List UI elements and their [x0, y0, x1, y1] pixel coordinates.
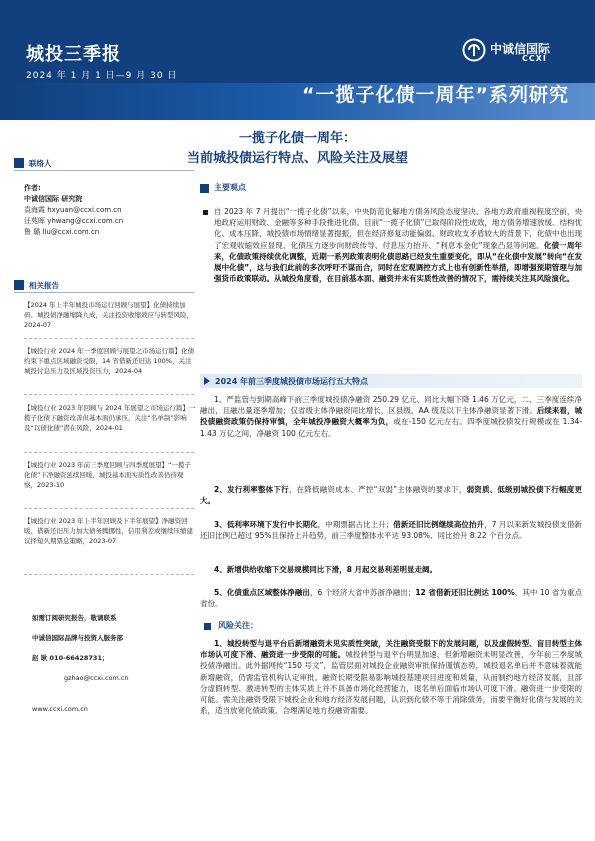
point-text: ，中期票据占比上升；	[317, 520, 394, 529]
point-bold-text: 借新还旧比例继续高位抬升	[393, 520, 485, 529]
point-1	[200, 394, 582, 439]
point-number: 1、	[214, 639, 227, 648]
summary-bold-text: 化债一周年来，化债政策持续优化调整，近期一系列政策表明化债思路已经发生重要变化，即从“在化债中发展”转向“在发展中化债”，这与我们此前的多次呼吁不谋而合，同时在宏观调控方式上也有创新性举措，即增强预期管理与加强货币政策联动。从城投角度看，在目前基本面、融资并未有实质性改善的情况下，需持续关注其风险演化。	[214, 240, 582, 284]
author-line[interactable]: 汪苑晖 yhwang@ccxi.com.cn	[24, 217, 124, 225]
point-number: 2、	[214, 485, 228, 494]
authors-label: 作者:	[24, 184, 41, 192]
author-org: 中诚信国际 研究院	[24, 195, 83, 203]
related-report-item[interactable]	[24, 403, 196, 433]
related-report-text: 【城投行业 2024 年一季度回顾与展望之市场运行篇】化债约束下重点区域融资受限，14 省借新还旧达 100%，关注城投付息压力及区域投资压力，2024-04	[24, 347, 195, 375]
risk-text: 城投转型与退平台明显加速，但新增融资未明显改善，今年前三季度城投债净融出。此外据网传“150 号文”，监管层面对城投企业融资审批保持谨慎态势，城投退名单后并不意味着就能新增融资，仍需监管机构认定审批。融资长期受限易影响城投基建项目进度和质量，从而制约地方经济发展，且部分虚假转型、激进转型的主体实质上并不具备市场化经营能力，退名单后面临市场认可度下滑、融资进一步受限的可能。需关注融资受限下城投企业和地方经济发展问题，认识到化债不等于消除债务，而要平衡好化债与发展的关系，适当放宽化债政策、合理满足地方投融资需要。	[200, 650, 583, 716]
report-title-line2: 当前城投债运行特点、风险关注及展望	[186, 151, 408, 166]
report-header	[0, 0, 595, 120]
related-report-item[interactable]	[24, 346, 196, 376]
author-line[interactable]: 鲁 璐 llu@ccxi.com.cn	[24, 228, 100, 236]
logo-text-en: CCXI	[522, 54, 547, 63]
point-number: 5、	[214, 588, 227, 597]
related-report-text: 【2024 年上半年城投市场运行回顾与展望】化债持续加码、城投债净融缩降九成，关注投资收缩效应与转型风险，2024-07	[24, 301, 193, 329]
series-title: “一揽子化债一周年”系列研究	[302, 84, 569, 106]
divider	[24, 452, 194, 453]
author-block	[24, 183, 194, 238]
risk-1	[200, 638, 582, 716]
summary-paragraph	[214, 206, 582, 284]
point-bold-text: 弱资质、低级别城投债下行幅度更大。	[200, 485, 583, 506]
point-2	[200, 484, 582, 506]
main-content	[200, 180, 582, 835]
header-title: 城投三季报	[26, 44, 121, 65]
contact-label: 联络人	[29, 159, 52, 168]
risk-bold-text: 城投转型与退平台后新增融资未见实质性突破，关注融资受限下的发展问题，以及虚假转型、盲目转型主体市场认可度下滑、融资进一步受限的可能。	[200, 639, 583, 660]
service-dept: 中诚信国际品牌与投资人服务部	[32, 634, 123, 642]
subscribe-note: 如需订阅研究报告，敬请联系	[32, 614, 117, 622]
logo-text-cn: 中诚信国际	[490, 42, 551, 56]
related-report-item[interactable]	[24, 516, 196, 546]
sidebar	[14, 148, 194, 838]
related-section-header	[14, 276, 194, 293]
point-text: ，其中 10 省为重点省份。	[200, 588, 583, 609]
related-report-item[interactable]	[24, 300, 196, 330]
related-reports-icon	[14, 280, 24, 290]
contact-icon	[14, 158, 24, 168]
point-number: 3、	[214, 520, 227, 529]
bullet-icon	[203, 210, 208, 215]
point-text: ，在降低融资成本、严控“双弱”主体融资的要求下，	[288, 485, 467, 494]
section1-title: 2024 年前三季度城投债市场运行五大特点	[215, 377, 369, 386]
section1-header	[200, 374, 582, 388]
ccxi-logo	[462, 36, 572, 66]
point-bold-text: 后续来看，城投债融资政策仍保持审慎，全年城投净融资大概率为负，	[200, 406, 582, 427]
website-link[interactable]: www.ccxi.com.cn	[32, 705, 88, 713]
point-bold-text: 化债重点区域整体净融出	[226, 588, 310, 597]
point-text: 或在-150 亿元左右。四季度城投债发行规模或在 1.34-1.43 万亿之间，净融资 100 亿元左右。	[200, 417, 582, 438]
related-report-text: 【城投行业 2023 年前三季度回顾与四季度展望】“一揽子化债”下净融资延续回暖，城投基本面实质性改善仍待观察，2023-10	[24, 461, 192, 489]
contact-section-header	[14, 154, 194, 171]
divider	[24, 574, 194, 575]
divider	[24, 508, 194, 509]
section-marker-icon	[200, 184, 209, 193]
point-number: 1、	[214, 395, 227, 404]
divider	[24, 338, 194, 339]
point-text: 严监管与到期高峰下前三季度城投债净融资 250.29 亿元、同比大幅下降 1.46 万亿元，二、三季度连续净融出，且融出量逐季增加；仅省级主体净融资同比增长，区县级、AA 级及以下主体净融资显著下滑。	[200, 395, 582, 416]
point-4	[200, 564, 582, 575]
point-3	[200, 519, 582, 541]
contact-tel[interactable]: 赵 耿 010-66428731；	[32, 654, 109, 662]
author-line[interactable]: 袁海霞 hxyuan@ccxi.com.cn	[24, 206, 122, 214]
summary-text: 自 2023 年 7 月提出“一揽子化债”以来，中央防范化解地方债务风险态度坚决、各地方政府重视程度空前，央地政府运用财政、金融等多种手段推进化债。目前“一揽子化债”已取得阶段性成效，地方债务增速放缓、结构优化、成本压降，城投债市场情绪显著提振，但在经济修复动能偏弱、财政收支矛盾较大的背景下，化债中也出现了宏观收缩效应显现、化债压力逐步向财政传导、付息压力抬升、“利息本金化”现象凸显等问题。	[214, 207, 582, 250]
section-marker-icon	[204, 623, 211, 630]
point-bold-text: 12 省借新还旧比例达 100%	[415, 588, 515, 597]
header-date: 2024 年 1 月 1 日—9 月 30 日	[26, 71, 178, 81]
related-report-text: 【城投行业 2023 年回顾与 2024 年展望之市场运行篇】一揽子化债下融资改善但基本面仍承压，关注“名单制”影响及“以债化债”潜在风险，2024-01	[24, 404, 196, 432]
risk-title: 风险关注：	[218, 621, 258, 630]
point-text: ，7 月以来新发城投债支借新还旧比例已超过 95%且保持上升趋势，前三季度整体水平达 93.08%、同比抬升 8.22 个百分点。	[200, 520, 583, 541]
related-label: 相关报告	[29, 281, 59, 290]
point-number: 4、	[214, 565, 227, 574]
point-5	[200, 587, 582, 609]
ccxi-logo-icon	[462, 38, 486, 62]
point-bold-text: 新增供给收缩下交易规模同比下滑，8 月起交易利差明显走阔。	[226, 565, 438, 574]
triangle-icon	[204, 377, 210, 385]
divider	[24, 394, 194, 395]
point-bold-text: 低利率环境下发行中长期化	[226, 520, 318, 529]
related-report-text: 【城投行业 2023 年上半年回顾及下半年展望】净融资回暖、借新还旧压力加大债务腾挪性，信用利差或继续压缩建议择短久期票息策略，2023-07	[24, 517, 193, 545]
contact-email[interactable]: gzhao@ccxi.com.cn	[64, 674, 129, 682]
point-text: ，6 个经济大省中苏浙净融出；	[309, 588, 416, 597]
report-title-line1: 一揽子化债一周年：	[238, 131, 356, 146]
related-report-item[interactable]	[24, 460, 196, 490]
point-bold-text: 发行利率整体下行	[227, 485, 289, 494]
key-points-title: 主要观点	[214, 183, 246, 192]
